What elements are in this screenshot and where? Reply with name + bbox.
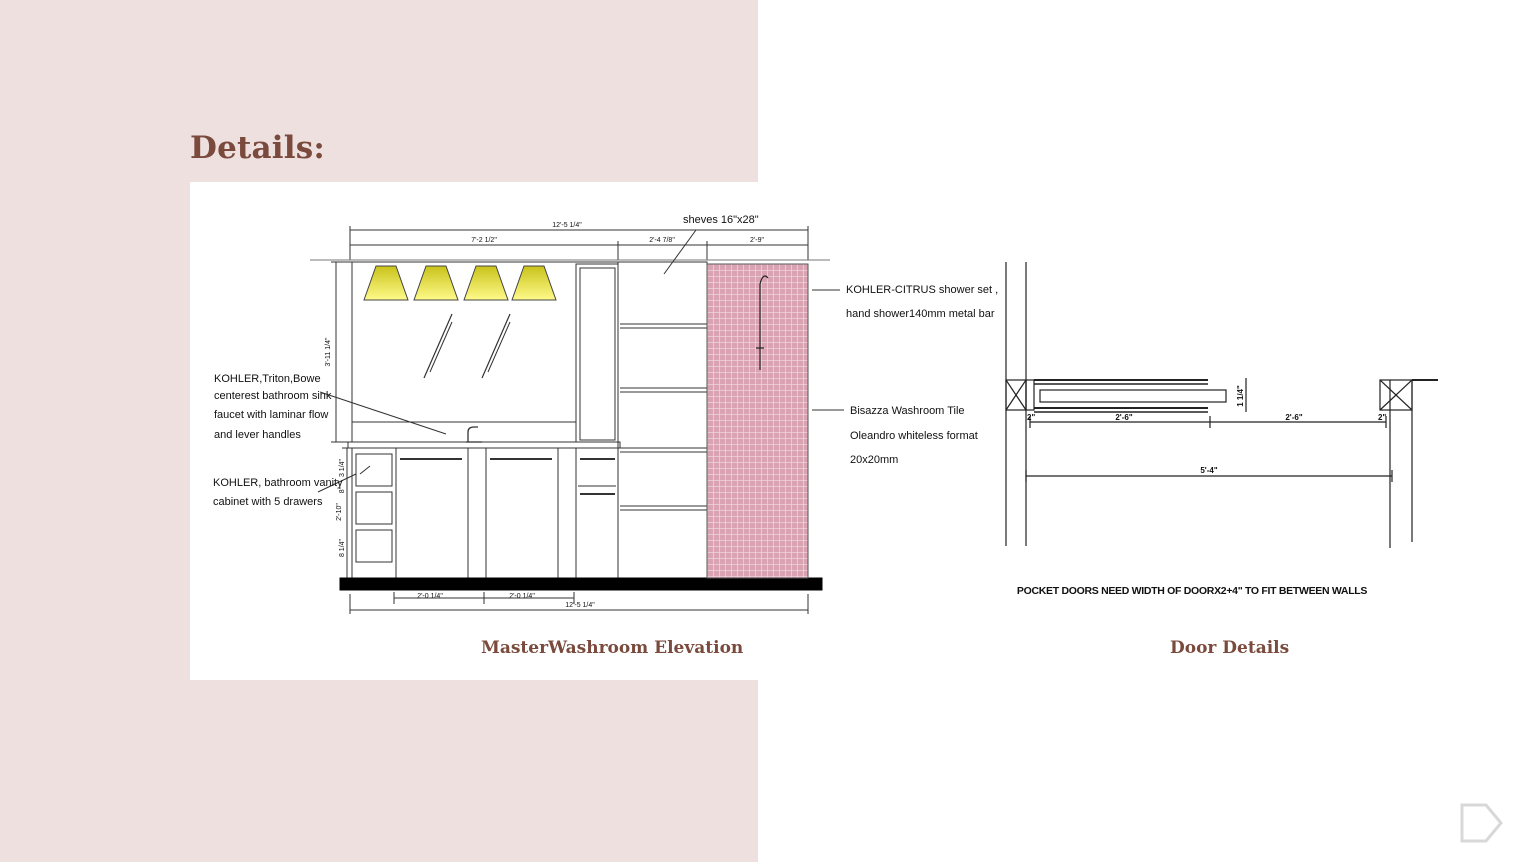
tile-wall [707,264,808,578]
dim-overall-top: 12'-5 1/4" [552,222,582,229]
label-tile-3: 20x20mm [850,454,899,466]
arrow-right-outline-icon [1460,803,1504,843]
door-dim-total: 5'-4" [1200,466,1218,475]
dim-drawer-a: 3 1/4" [339,458,346,478]
dim-drawer-b: 8" [339,486,346,494]
door-dim-wall-left: 2" [1027,413,1036,422]
label-sink-4: and lever handles [214,429,301,441]
door-dim-wall-right: 2" [1378,413,1387,422]
dim-drawer-c: 8 1/4" [339,538,346,558]
label-sink-2: centerest bathroom sink [214,390,332,402]
door-caption: Door Details [1170,638,1290,658]
label-shower-1: KOHLER-CITRUS shower set , [846,284,999,296]
label-shower-2: hand shower140mm metal bar [846,308,995,320]
dim-cab-height: 2'-10" [336,503,343,521]
slide-title: Details: [190,130,326,166]
label-sink-1: KOHLER,Triton,Bowe [214,373,321,385]
dim-left-span: 7'-2 1/2" [471,237,497,244]
dim-height: 3'-11 1/4" [325,337,332,367]
label-vanity-1: KOHLER, bathroom vanity [213,477,343,489]
dim-base-a: 2'-0 1/4" [417,593,443,600]
label-tile-2: Oleandro whiteless format [850,430,978,442]
label-sink-3: faucet with laminar flow [214,409,329,421]
label-tile-1: Bisazza Washroom Tile [850,405,965,417]
door-dim-a: 2'-6" [1115,413,1133,422]
dim-right-span: 2'-9" [750,237,764,244]
label-shelves: sheves 16"x28" [683,214,759,226]
dim-mid-span: 2'-4 7/8" [649,237,675,244]
dim-base-b: 2'-0 1/4" [509,593,535,600]
lamp-lights [364,266,556,300]
next-slide-button[interactable] [1460,803,1504,843]
door-dim-b: 2'-6" [1285,413,1303,422]
dim-overall-bottom: 12'-5 1/4" [565,602,595,609]
label-vanity-2: cabinet with 5 drawers [213,496,323,508]
door-dimension-labels [1027,385,1386,475]
door-dim-thickness: 1 1/4" [1236,385,1245,407]
elevation-caption: MasterWashroom Elevation [481,638,744,658]
door-note: POCKET DOORS NEED WIDTH OF DOORX2+4" TO FIT BETWEEN WALLS [1016,585,1368,597]
door-detail-plan [1006,262,1438,548]
